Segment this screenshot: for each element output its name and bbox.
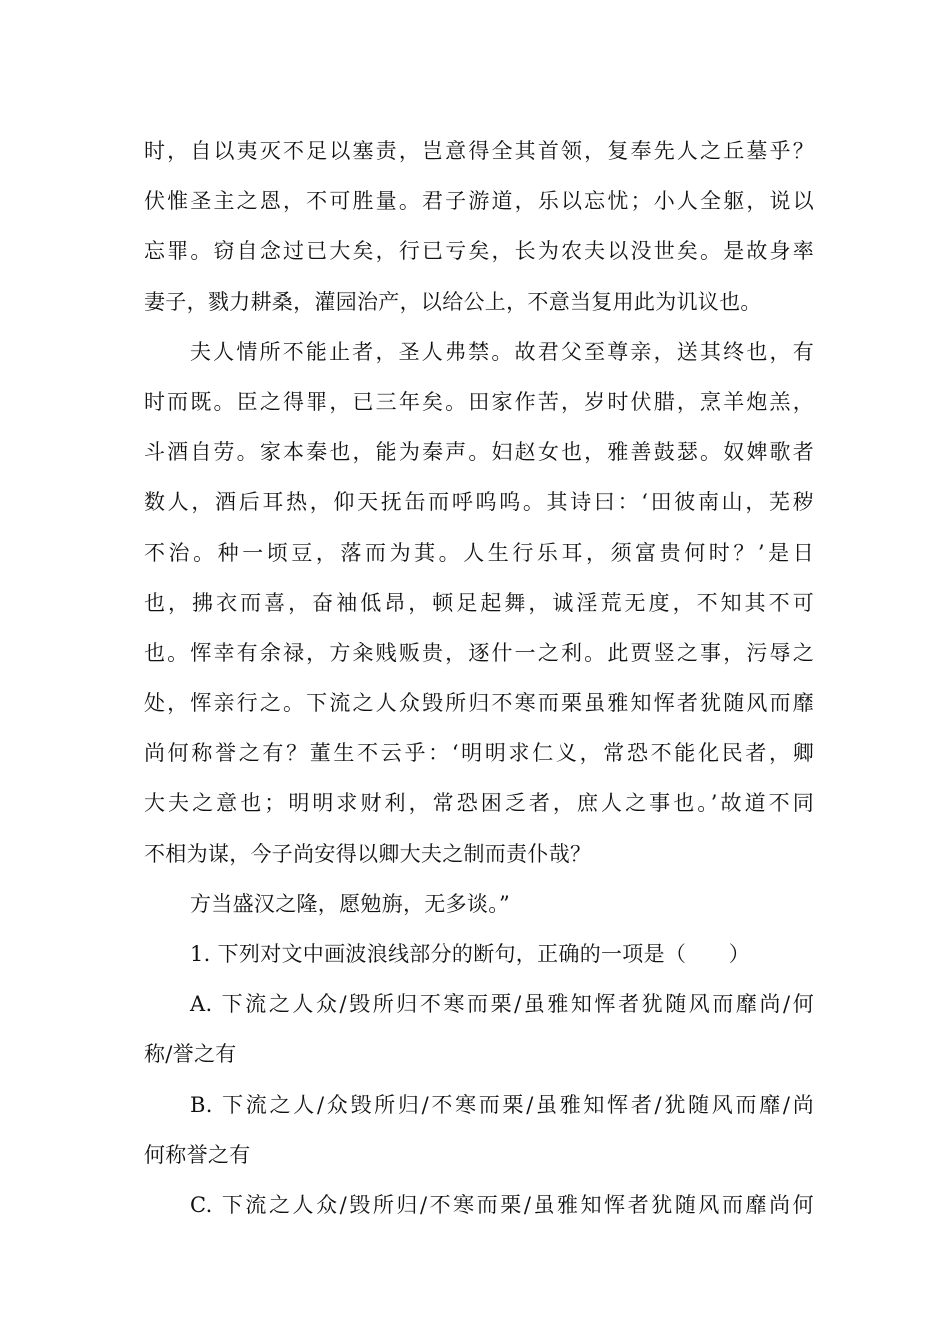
text-line: 时而既。臣之得罪，已三年矣。田家作苦，岁时伏腊，烹羊炮羔， bbox=[144, 389, 814, 414]
option-a: A. 下流之人众/毁所归不寒而栗/虽雅知恽者犹随风而靡尚/何 bbox=[190, 992, 814, 1017]
text-line: 也，拂衣而喜，奋袖低昂，顿足起舞，诚淫荒无度，不知其不可 bbox=[144, 590, 814, 615]
text-line: 不治。种一顷豆，落而为萁。人生行乐耳，须富贵何时？’是日 bbox=[144, 540, 814, 565]
option-b: B. 下流之人/众毁所归/不寒而栗/虽雅知恽者/犹随风而靡/尚 bbox=[190, 1092, 814, 1117]
paragraph-start-line: 方当盛汉之隆，愿勉旃，无多谈。” bbox=[190, 891, 511, 916]
text-line: 数人，酒后耳热，仰天抚缶而呼呜呜。其诗曰：‘田彼南山，芜秽 bbox=[144, 490, 814, 515]
text-line: 不相为谋，今子尚安得以卿大夫之制而责仆哉？ bbox=[144, 841, 592, 866]
text-line: 斗酒自劳。家本秦也，能为秦声。妇赵女也，雅善鼓瑟。奴婢歌者 bbox=[144, 440, 814, 465]
text-line: 尚何称誉之有？董生不云乎：‘明明求仁义，常恐不能化民者，卿 bbox=[144, 741, 814, 766]
text-line: 妻子，戮力耕桑，灌园治产，以给公上，不意当复用此为讥议也。 bbox=[144, 289, 762, 314]
body-text bbox=[144, 126, 814, 1230]
text-line: 也。恽幸有余禄，方籴贱贩贵，逐什一之利。此贾竖之事，污辱之 bbox=[144, 640, 814, 665]
text-line: 时，自以夷灭不足以塞责，岂意得全其首领，复奉先人之丘墓乎？ bbox=[144, 139, 814, 163]
paragraph-start-line: 夫人情所不能止者，圣人弗禁。故君父至尊亲，送其终也，有 bbox=[190, 339, 814, 364]
text-line: 忘罪。窃自念过已大矣，行已亏矣，长为农夫以没世矣。是故身率 bbox=[144, 239, 814, 264]
option-c: C. 下流之人众/毁所归/不寒而栗/虽雅知恽者犹随风而靡尚何 bbox=[190, 1192, 814, 1217]
question-stem: 1. 下列对文中画波浪线部分的断句，正确的一项是（ ） bbox=[190, 942, 751, 966]
text-line: 大夫之意也；明明求财利，常恐困乏者，庶人之事也。’故道不同 bbox=[144, 791, 814, 816]
text-line: 伏惟圣主之恩，不可胜量。君子游道，乐以忘忧；小人全躯，说以 bbox=[144, 189, 814, 214]
wavy-underline-line: 处，恽亲行之。下流之人众毁所归不寒而栗虽雅知恽者犹随风而靡 bbox=[144, 691, 814, 716]
option-a-continuation: 称/誉之有 bbox=[144, 1042, 237, 1067]
option-b-continuation: 何称誉之有 bbox=[144, 1142, 251, 1167]
